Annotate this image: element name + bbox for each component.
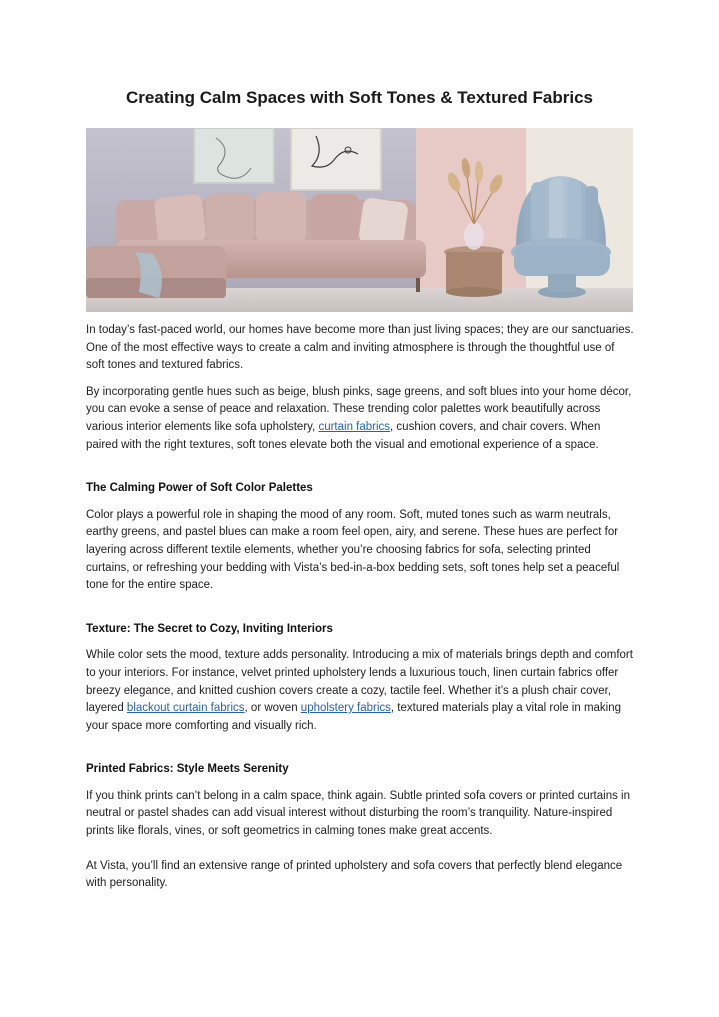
upholstery-fabrics-link[interactable]: upholstery fabrics: [300, 702, 391, 715]
framed-print-right: [291, 128, 381, 190]
texture-text-middle: , or woven: [244, 702, 301, 715]
intro-paragraph-2: [86, 384, 634, 454]
section-body-color-palettes: Color plays a powerful role in shaping the mood of any room. Soft, muted tones such as warm neutrals, earthy greens, and pastel blues can make a room feel open, airy, and serene. These hues are perfect for layering across different textile elements, whether you’re choosing fabrics for sofa, selecting printed curtains, or refreshing your bedding with Vista’s bed-in-a-box bedding sets, soft tones help set a peaceful tone for the entire space.: [86, 508, 620, 592]
blackout-curtain-fabrics-link[interactable]: blackout curtain fabrics: [126, 702, 245, 715]
hero-image: [86, 128, 633, 312]
section-body-printed-fabrics: If you think prints can’t belong in a calm space, think again. Subtle printed sofa covers or printed curtains in neutral or pastel shades can add visual interest without disturbing the room’s tranquility. Nature-inspired prints like florals, vines, or soft geometrics in calming tones make great accents.: [86, 789, 630, 838]
intro-text-end: , cushion covers, and chair covers. When paired with the right textures, soft tones elevate both the visual and emotional experience of a space.: [86, 420, 601, 451]
living-room-illustration: [86, 128, 633, 312]
side-table: [444, 246, 504, 297]
texture-text: While color sets the mood, texture adds personality. Introducing a mix of materials brings depth and comfort to your interiors. For instance, velvet printed upholstery lends a luxurious touch, linen curtain fabrics offer breezy elegance, and knitted cushion covers create a cozy, tactile feel. Whether it’s a plush chair cover, layered: [86, 649, 633, 715]
section-heading-color-palettes: The Calming Power of Soft Color Palettes: [86, 482, 313, 495]
section-body-texture: [86, 647, 634, 735]
section-heading-printed-fabrics: Printed Fabrics: Style Meets Serenity: [86, 763, 289, 776]
section-heading-texture: Texture: The Secret to Cozy, Inviting Interiors: [86, 622, 333, 635]
article-body: [86, 318, 634, 893]
texture-text-end: , textured materials play a vital role in making your space more comforting and visually rich.: [86, 702, 622, 732]
section-body-vista: At Vista, you’ll find an extensive range of printed upholstery and sofa covers that perfectly blend elegance with personality.: [86, 859, 623, 890]
page-title: Creating Calm Spaces with Soft Tones & Textured Fabrics: [126, 88, 593, 107]
curtain-fabrics-link[interactable]: curtain fabrics: [318, 420, 391, 433]
intro-text: By incorporating gentle hues such as beige, blush pinks, sage greens, and soft blues into your home décor, you can evoke a sense of peace and relaxation. These trending color palettes work beautifully across various interior elements like sofa upholstery,: [86, 385, 632, 433]
framed-print-left: [194, 128, 274, 183]
intro-paragraph-1: In today’s fast-paced world, our homes have become more than just living spaces; they are our sanctuaries. One of the most effective ways to create a calm and inviting atmosphere is through the thoughtful use of soft tones and textured fabrics.: [86, 324, 634, 372]
